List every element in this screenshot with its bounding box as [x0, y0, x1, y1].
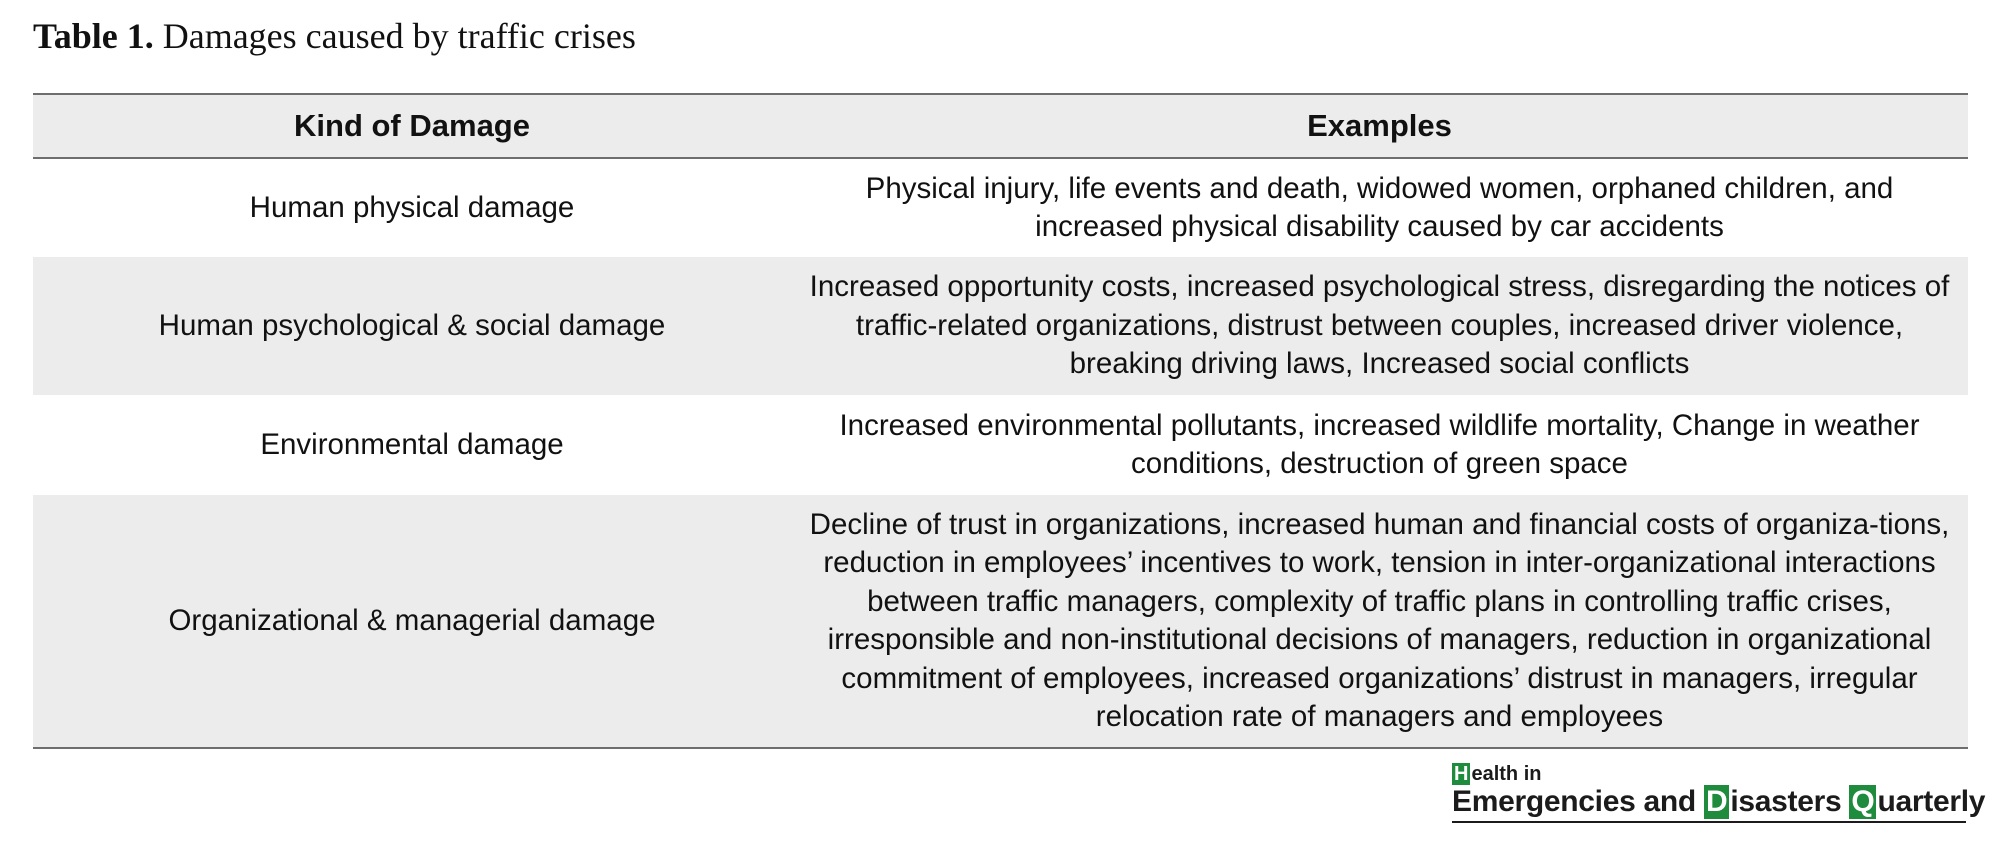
cell-examples: Increased opportunity costs, increased psychological stress, disregarding the notices of traffic-related organizations, distrust between couples, increased driver violence, breaking driving laws, Increased social conflicts — [791, 257, 1968, 395]
table-row — [33, 257, 1968, 395]
table-body — [33, 158, 1968, 748]
logo-word-disasters: isasters — [1730, 785, 1850, 818]
cell-kind: Human physical damage — [33, 158, 791, 257]
table-caption-label: Table 1. — [33, 16, 154, 56]
header-row — [33, 94, 1968, 158]
journal-logo-line2 — [1452, 785, 1986, 819]
header-kind-of-damage: Kind of Damage — [33, 94, 791, 158]
cell-kind: Organizational & managerial damage — [33, 495, 791, 748]
cell-kind: Human psychological & social damage — [33, 257, 791, 395]
journal-logo — [1452, 763, 1986, 823]
logo-initial-h: H — [1454, 763, 1469, 785]
cell-examples: Physical injury, life events and death, widowed women, orphaned children, and increased physical disability caused by car accidents — [791, 158, 1968, 257]
table-row — [33, 395, 1968, 495]
logo-line1-text: ealth in — [1471, 763, 1542, 785]
logo-initial-q: Q — [1851, 785, 1875, 818]
table-row — [33, 158, 1968, 257]
cell-kind: Environmental damage — [33, 395, 791, 495]
journal-logo-line1 — [1452, 763, 1970, 785]
cell-examples: Increased environmental pollutants, increased wildlife mortality, Change in weather conditions, destruction of green space — [791, 395, 1968, 495]
cell-examples: Decline of trust in organizations, increased human and financial costs of organiza-tions, reduction in employees’ incentives to work, tension in inter-organizational interactions between traffic managers, complexity of traffic plans in controlling traffic crises, irresponsible and non-institutional decisions of managers, reduction in organizational commitment of employees, increased organizations’ distrust in managers, irregular relocation rate of managers and employees — [791, 495, 1968, 748]
damages-table — [33, 93, 1968, 749]
logo-word-emergencies: Emergencies and — [1452, 785, 1704, 818]
table-header — [33, 94, 1968, 158]
table-caption-title: Damages caused by traffic crises — [162, 16, 636, 56]
logo-word-quarterly: uarterly — [1877, 785, 1986, 818]
table-caption — [33, 12, 636, 60]
logo-initial-d: D — [1705, 785, 1728, 818]
logo-underline — [1452, 821, 1966, 823]
header-examples: Examples — [791, 94, 1968, 158]
table-row — [33, 495, 1968, 748]
